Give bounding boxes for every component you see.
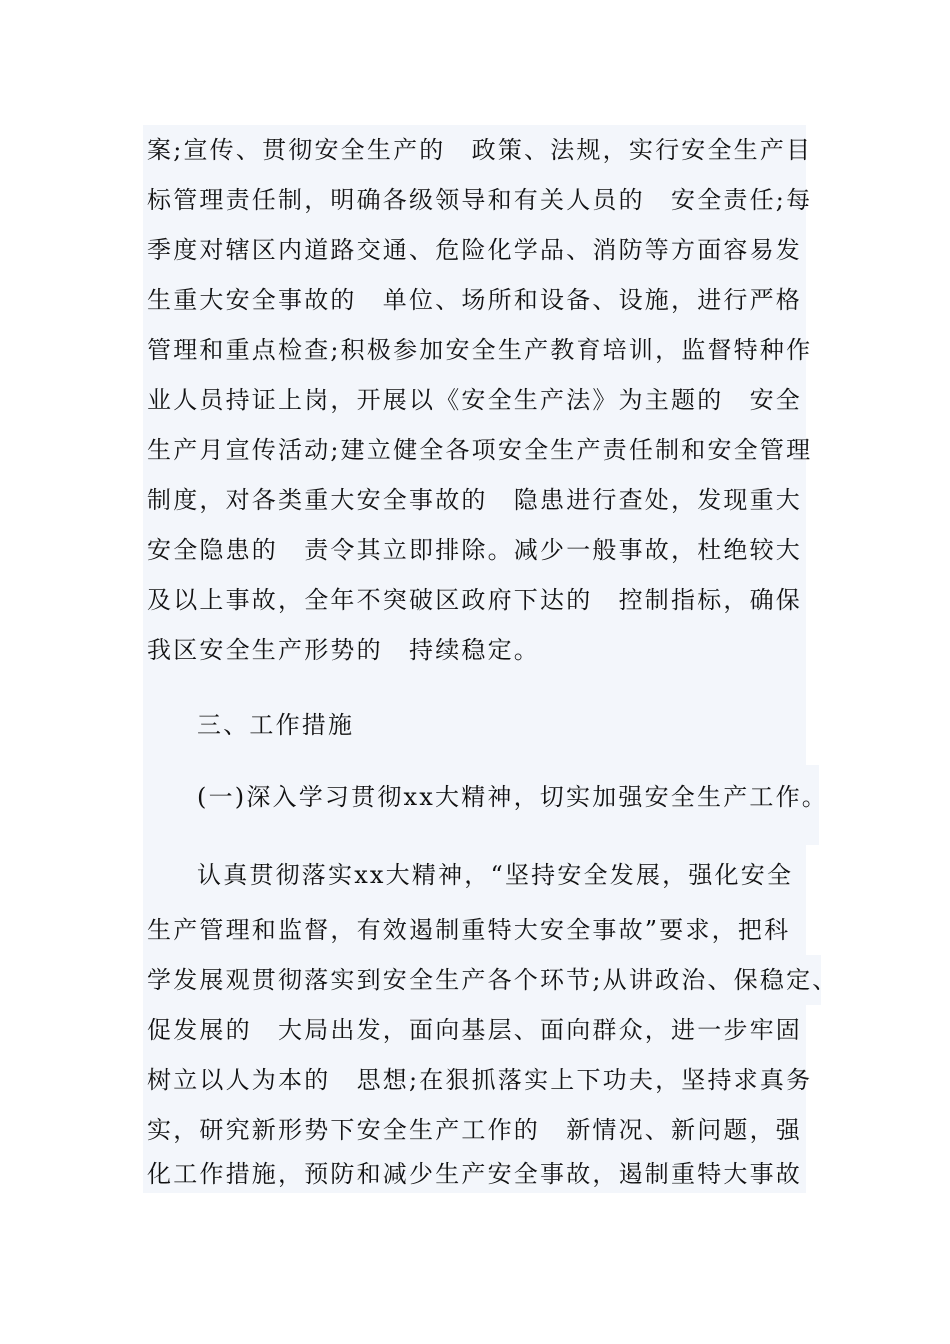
paragraph-line: 认真贯彻落实xx大精神，“坚持安全发展，强化安全 <box>143 845 806 905</box>
paragraph-line: 生重大安全事故的 单位、场所和设备、设施，进行严格 <box>143 275 806 325</box>
subsection-heading: (一)深入学习贯彻xx大精神，切实加强安全生产工作。 <box>143 765 819 845</box>
paragraph-line: 学发展观贯彻落实到安全生产各个环节;从讲政治、保稳定、 <box>143 955 821 1005</box>
paragraph-line: 生产月宣传活动;建立健全各项安全生产责任制和安全管理 <box>143 425 806 475</box>
paragraph-line: 管理和重点检查;积极参加安全生产教育培训，监督特种作 <box>143 325 806 375</box>
paragraph-line: 我区安全生产形势的 持续稳定。 <box>143 625 806 685</box>
paragraph-line: 季度对辖区内道路交通、危险化学品、消防等方面容易发 <box>143 225 806 275</box>
paragraph-line: 制度，对各类重大安全事故的 隐患进行查处，发现重大 <box>143 475 806 525</box>
paragraph-line: 树立以人为本的 思想;在狠抓落实上下功夫，坚持求真务 <box>143 1055 806 1105</box>
paragraph-line: 化工作措施，预防和减少生产安全事故，遏制重特大事故 <box>143 1155 806 1193</box>
paragraph-line: 业人员持证上岗，开展以《安全生产法》为主题的 安全 <box>143 375 806 425</box>
paragraph-line: 安全隐患的 责令其立即排除。减少一般事故，杜绝较大 <box>143 525 806 575</box>
section-heading: 三、工作措施 <box>143 685 806 765</box>
paragraph-line: 实，研究新形势下安全生产工作的 新情况、新问题，强 <box>143 1105 806 1155</box>
paragraph-line: 促发展的 大局出发，面向基层、面向群众，进一步牢固 <box>143 1005 806 1055</box>
paragraph-line: 及以上事故，全年不突破区政府下达的 控制指标，确保 <box>143 575 806 625</box>
paragraph-line: 生产管理和监督，有效遏制重特大安全事故”要求，把科 <box>143 905 806 955</box>
paragraph-line: 案;宣传、贯彻安全生产的 政策、法规，实行安全生产目 <box>143 125 806 175</box>
paragraph-line: 标管理责任制，明确各级领导和有关人员的 安全责任;每 <box>143 175 806 225</box>
